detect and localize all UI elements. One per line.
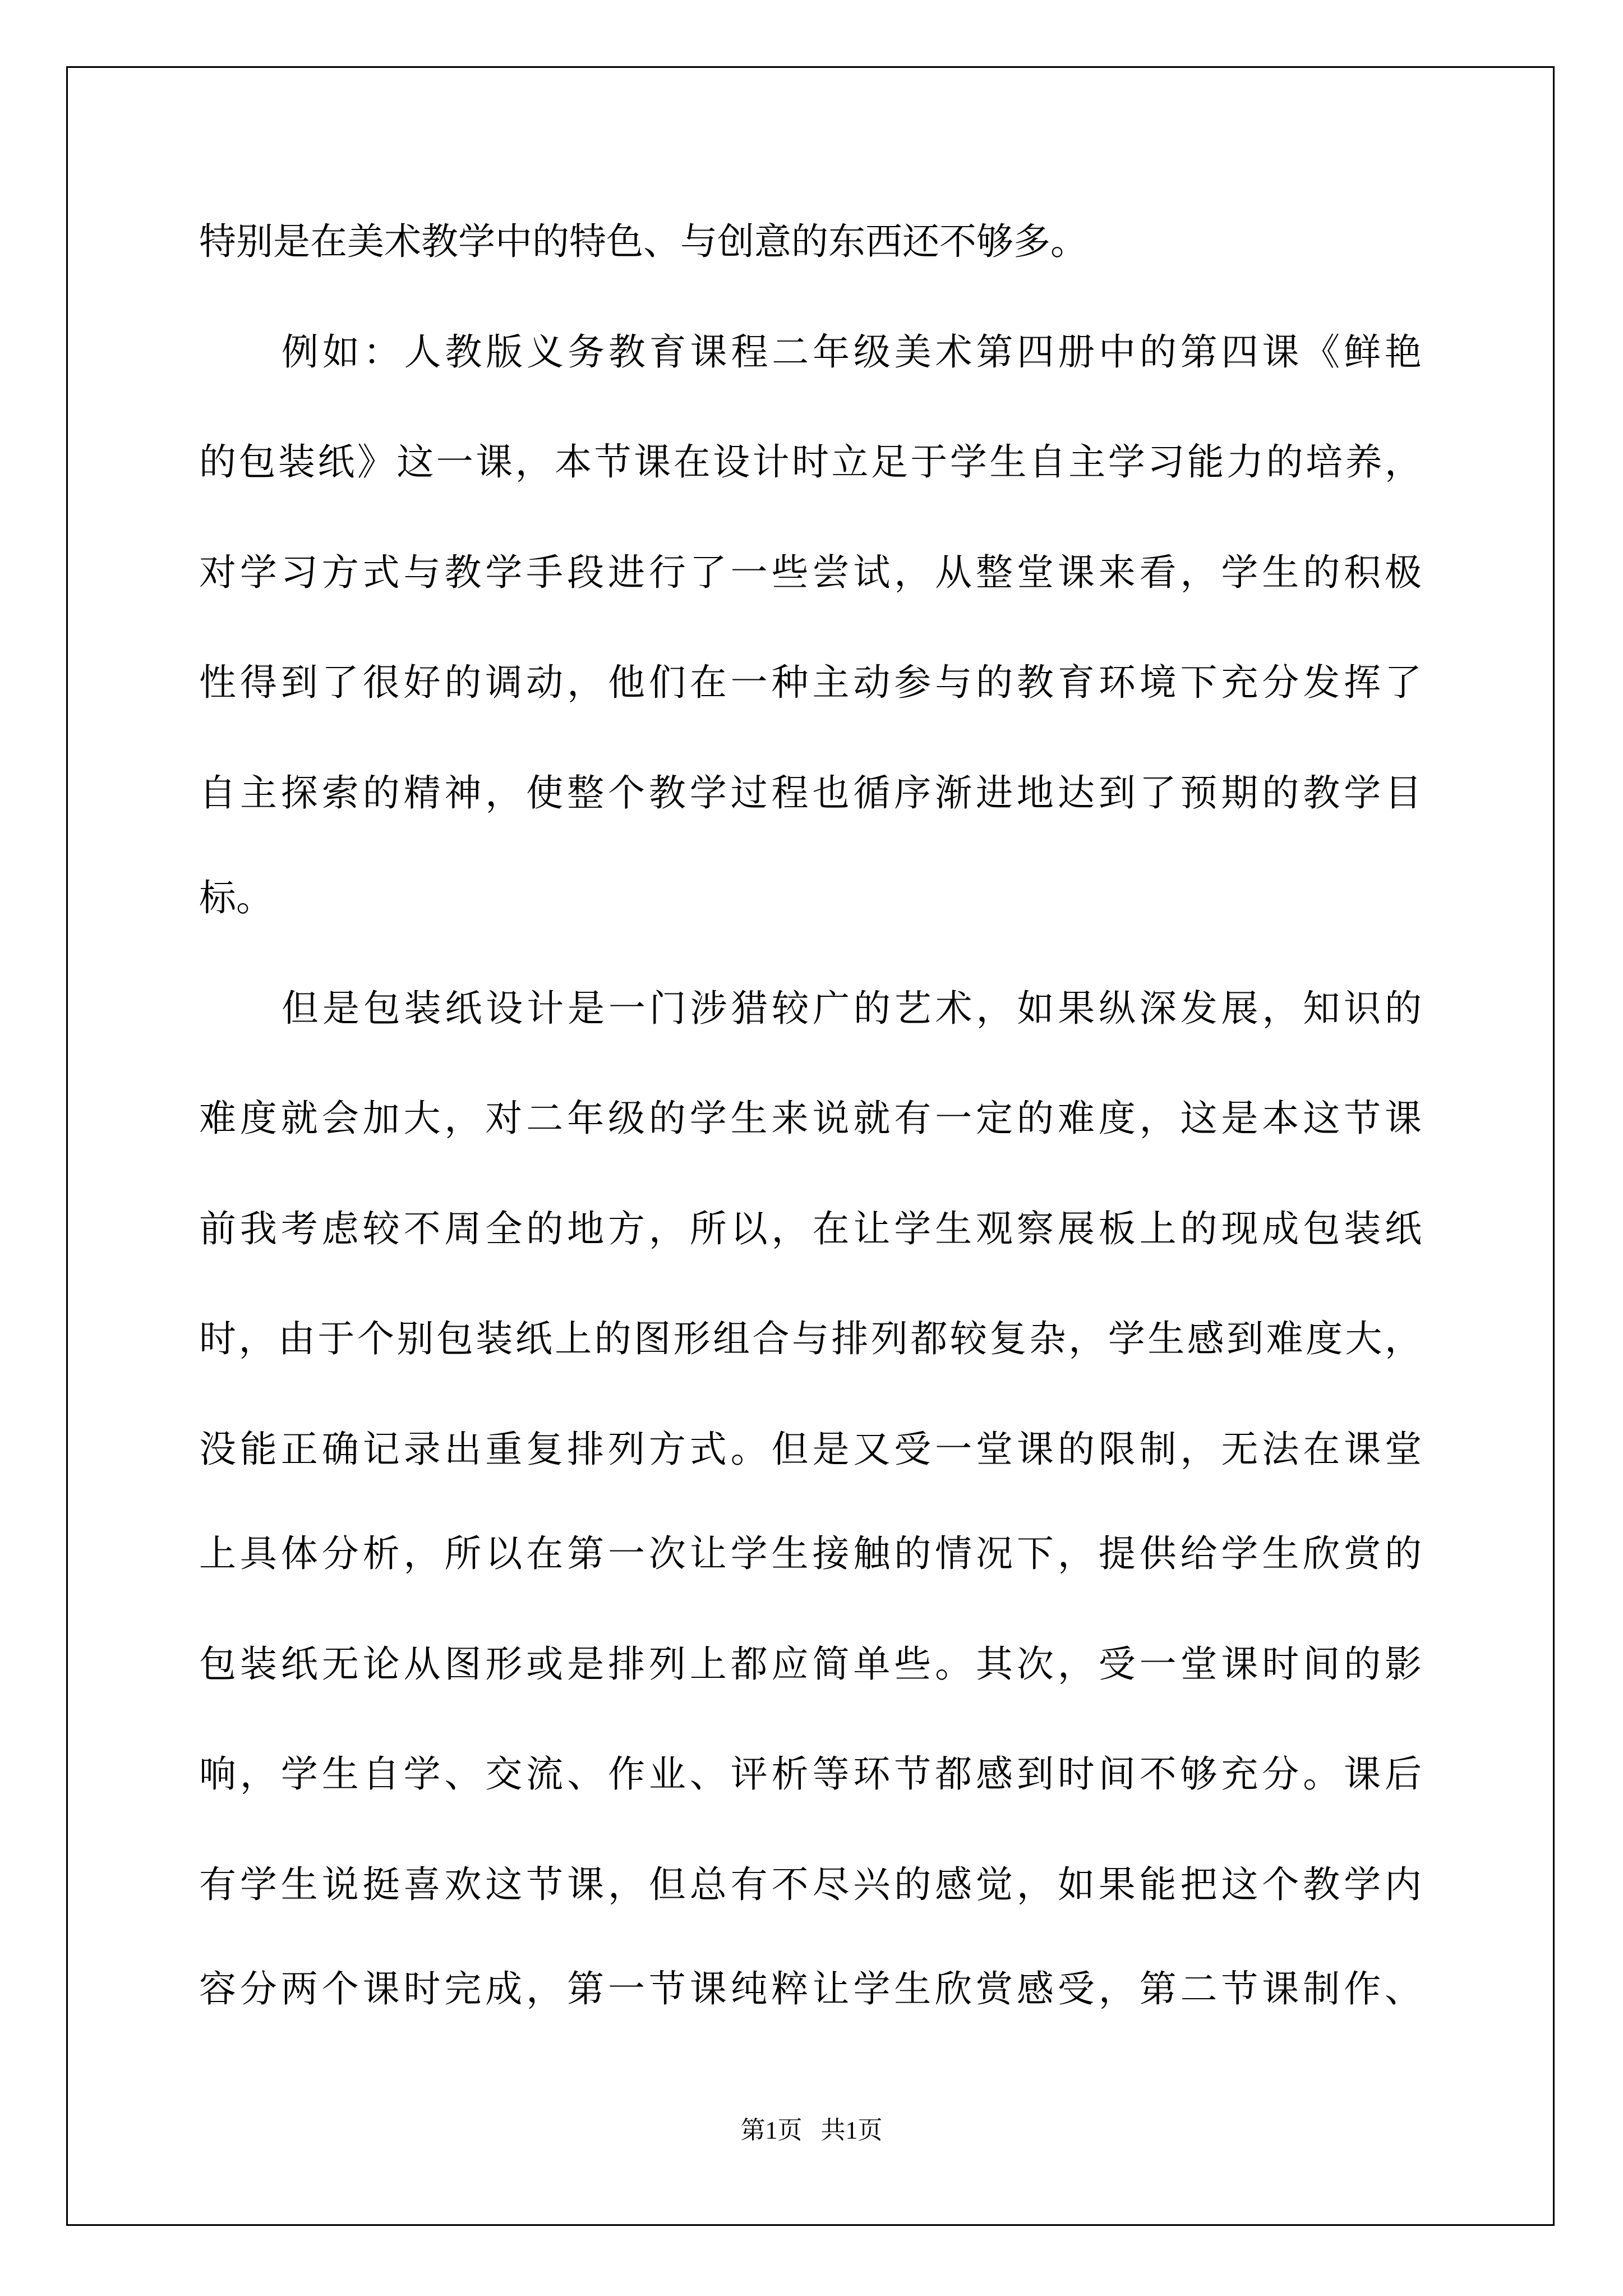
text-line-4: 对学习方式与教学手段进行了一些尝试，从整堂课来看，学生的积极 bbox=[199, 551, 1422, 594]
text-line-13: 上具体分析，所以在第一次让学生接触的情况下，提供给学生欣赏的 bbox=[199, 1532, 1422, 1575]
text-line-2: 例如：人教版义务教育课程二年级美术第四册中的第四课《鲜艳 bbox=[282, 330, 1422, 374]
text-line-9: 难度就会加大，对二年级的学生来说就有一定的难度，这是本这节课 bbox=[199, 1097, 1422, 1140]
text-line-12: 没能正确记录出重复排列方式。但是又受一堂课的限制，无法在课堂 bbox=[199, 1428, 1422, 1471]
text-line-7: 标。 bbox=[199, 876, 273, 919]
text-line-6: 自主探索的精神，使整个教学过程也循序渐进地达到了预期的教学目 bbox=[199, 771, 1422, 815]
page-number-footer: 第1页 共1页 bbox=[740, 2116, 883, 2144]
text-line-11: 时，由于个别包装纸上的图形组合与排列都较复杂，学生感到难度大， bbox=[199, 1317, 1422, 1360]
text-line-16: 有学生说挺喜欢这节课，但总有不尽兴的感觉，如果能把这个教学内 bbox=[199, 1863, 1422, 1906]
text-line-17: 容分两个课时完成，第一节课纯粹让学生欣赏感受，第二节课制作、 bbox=[199, 1967, 1422, 2010]
text-line-14: 包装纸无论从图形或是排列上都应简单些。其次，受一堂课时间的影 bbox=[199, 1642, 1422, 1686]
text-line-15: 响，学生自学、交流、作业、评析等环节都感到时间不够充分。课后 bbox=[199, 1752, 1422, 1796]
text-line-5: 性得到了很好的调动，他们在一种主动参与的教育环境下充分发挥了 bbox=[199, 661, 1422, 704]
text-line-3: 的包装纸》这一课，本节课在设计时立足于学生自主学习能力的培养， bbox=[199, 440, 1422, 484]
text-line-1: 特别是在美术教学中的特色、与创意的东西还不够多。 bbox=[199, 220, 1087, 263]
text-line-8: 但是包装纸设计是一门涉猎较广的艺术，如果纵深发展，知识的 bbox=[282, 987, 1422, 1030]
text-line-10: 前我考虑较不周全的地方，所以，在让学生观察展板上的现成包装纸 bbox=[199, 1207, 1422, 1250]
